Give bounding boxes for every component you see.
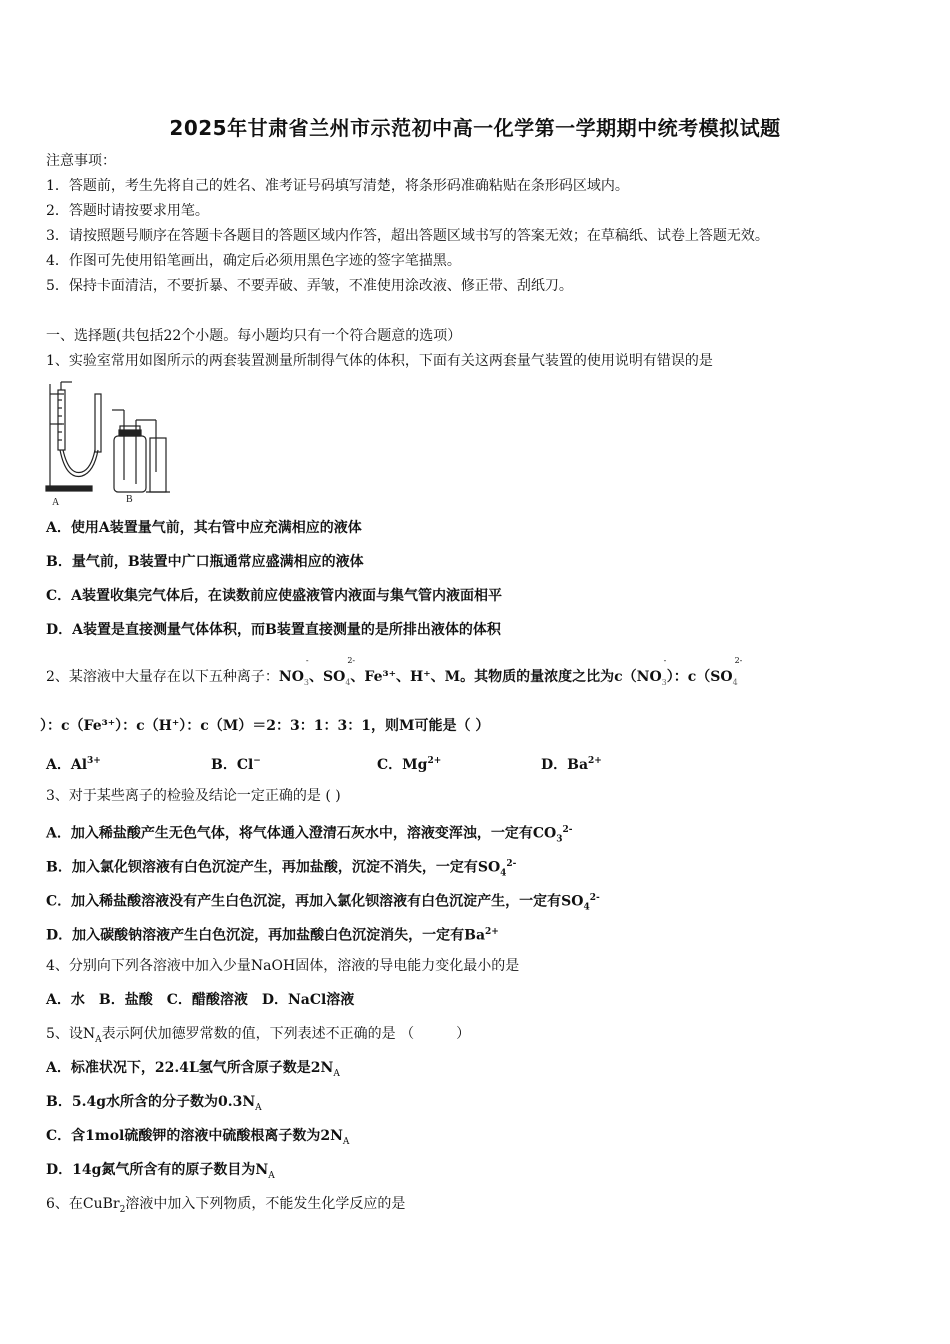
q2-so-2: SO bbox=[710, 669, 733, 685]
q5-option-b-text: B．5.4g水所含的分子数为0.3N bbox=[46, 1094, 256, 1110]
q3-option-d-sup: 2+ bbox=[485, 927, 499, 937]
q2-option-c bbox=[377, 751, 541, 775]
q3-option-a-text: A．加入稀盐酸产生无色气体，将气体通入澄清石灰水中，溶液变浑浊，一定有CO bbox=[46, 825, 557, 842]
q5-stem-a: 5、设N bbox=[46, 1026, 96, 1042]
q3-option-c-sub: 4 bbox=[583, 902, 590, 913]
q3-option-a-sub: 3 bbox=[556, 834, 563, 845]
q4-options: A．水 B．盐酸 C．醋酸溶液 D．NaCl溶液 bbox=[46, 992, 355, 1008]
q2-option-d-sup: 2+ bbox=[588, 756, 602, 766]
q3-option-c bbox=[46, 888, 600, 917]
q5-stem bbox=[46, 1024, 470, 1050]
q1-option-c: C．A装置收集完气体后，在读数前应使盛液管内液面与集气管内液面相平 bbox=[46, 588, 503, 604]
q4-stem: 4、分别向下列各溶液中加入少量NaOH固体，溶液的导电能力变化最小的是 bbox=[46, 958, 520, 974]
notice-item-4: 4．作图可先使用铅笔画出，确定后必须用黑色字迹的签字笔描黑。 bbox=[46, 253, 461, 269]
q2-stem-line1 bbox=[46, 656, 743, 693]
q2-no-sub: 3 bbox=[303, 677, 309, 687]
q2-option-c-text: C．Mg bbox=[377, 756, 428, 773]
notice-item-3: 3．请按照题号顺序在答题卡各题目的答题区域内作答，超出答题区域书写的答案无效；在草稿纸、试卷上答题无效。 bbox=[46, 228, 769, 244]
q3-option-d bbox=[46, 922, 499, 946]
q2-option-b bbox=[211, 751, 377, 775]
bottle-stopper bbox=[119, 430, 141, 435]
q2-option-b-text: B．Cl bbox=[211, 756, 254, 773]
q2-stem-c: ）：c（ bbox=[666, 669, 711, 685]
q5-stem-b: 表示阿伏加德罗常数的值，下列表述不正确的是 （ ） bbox=[101, 1026, 471, 1042]
right-level-tube bbox=[95, 394, 101, 452]
q2-stem-line2: ）：c（Fe³⁺）：c（H⁺）：c（M）＝2：3：1：3：1，则M可能是（ ） bbox=[40, 718, 490, 734]
q5-option-a-text: A．标准状况下，22.4L氢气所含原子数是2N bbox=[46, 1060, 334, 1076]
q6-stem-sub: 2 bbox=[119, 1204, 126, 1215]
q3-option-b bbox=[46, 854, 516, 883]
q2-option-b-sup: − bbox=[253, 756, 261, 766]
q3-stem: 3、对于某些离子的检验及结论一定正确的是 ( ) bbox=[46, 788, 341, 804]
q1-option-b: B．量气前，B装置中广口瓶通常应盛满相应的液体 bbox=[46, 554, 364, 570]
q2-stem-b: 、Fe³⁺、H⁺、M。其物质的量浓度之比为c（ bbox=[350, 669, 637, 685]
q2-option-a-text: A．Al bbox=[46, 756, 88, 773]
q5-option-d-sub: A bbox=[268, 1170, 275, 1181]
notice-item-2: 2．答题时请按要求用笔。 bbox=[46, 203, 209, 219]
graduated-cylinder bbox=[150, 438, 166, 492]
notice-item-1: 1．答题前，考生先将自己的姓名、准考证号码填写清楚，将条形码准确粘贴在条形码区域内。 bbox=[46, 178, 629, 194]
q3-option-a bbox=[46, 820, 572, 849]
q1-option-a: A．使用A装置量气前，其右管中应充满相应的液体 bbox=[46, 520, 362, 536]
q2-option-d-text: D．Ba bbox=[541, 756, 589, 773]
q2-no-charge-2: - bbox=[663, 656, 667, 665]
q2-no-charge: - bbox=[305, 656, 309, 665]
left-burette bbox=[58, 390, 65, 450]
q5-option-b-sub: A bbox=[255, 1102, 262, 1113]
q2-no: NO bbox=[278, 669, 304, 685]
q6-stem bbox=[46, 1194, 405, 1220]
q5-option-c-sub: A bbox=[342, 1136, 350, 1147]
section-heading: 一、选择题(共包括22个小题。每小题均只有一个符合题意的选项） bbox=[46, 328, 462, 344]
q2-so-charge: 2- bbox=[347, 656, 356, 665]
wide-mouth-bottle bbox=[114, 436, 146, 492]
notice-heading: 注意事项： bbox=[46, 153, 116, 169]
q2-stem-a: 2、某溶液中大量存在以下五种离子： bbox=[46, 669, 279, 685]
q2-so-sub: 4 bbox=[345, 677, 351, 687]
q2-no-2: NO bbox=[636, 669, 662, 685]
page-title: 2025年甘肃省兰州市示范初中高一化学第一学期期中统考模拟试题 bbox=[169, 116, 781, 140]
q2-so-sub-2: 4 bbox=[732, 677, 738, 687]
q3-option-b-sup: 2- bbox=[506, 859, 517, 869]
q6-stem-b: 溶液中加入下列物质，不能发生化学反应的是 bbox=[125, 1196, 406, 1212]
notice-item-5: 5．保持卡面清洁，不要折暴、不要弄破、弄皱，不准使用涂改液、修正带、刮纸刀。 bbox=[46, 278, 573, 294]
q5-option-c-text: C．含1mol硫酸钾的溶液中硫酸根离子数为2N bbox=[46, 1128, 343, 1144]
label-b: B bbox=[126, 494, 133, 505]
label-a: A bbox=[52, 497, 60, 508]
q5-stem-sub: A bbox=[95, 1034, 102, 1045]
q2-no-sub-2: 3 bbox=[661, 677, 667, 687]
q2-option-a-sup: 3+ bbox=[87, 756, 101, 766]
q5-option-c bbox=[46, 1126, 349, 1152]
q5-option-d bbox=[46, 1160, 275, 1186]
q2-sep: 、 bbox=[309, 669, 323, 685]
q2-option-d bbox=[541, 751, 602, 775]
q1-option-d: D．A装置是直接测量气体体积，而B装置直接测量的是所排出液体的体积 bbox=[46, 622, 501, 638]
q5-option-a bbox=[46, 1058, 340, 1084]
q1-stem: 1、实验室常用如图所示的两套装置测量所制得气体的体积，下面有关这两套量气装置的使用说明有错误的是 bbox=[46, 353, 713, 369]
stand-base bbox=[46, 486, 92, 491]
q3-option-b-text: B．加入氯化钡溶液有白色沉淀产生，再加盐酸，沉淀不消失，一定有SO bbox=[46, 859, 501, 876]
q3-option-a-sup: 2- bbox=[562, 825, 573, 835]
q6-stem-a: 6、在CuBr bbox=[46, 1196, 120, 1212]
q3-option-c-text: C．加入稀盐酸溶液没有产生白色沉淀，再加入氯化钡溶液有白色沉淀产生，一定有SO bbox=[46, 893, 584, 910]
q3-option-c-sup: 2- bbox=[589, 893, 600, 903]
q3-option-b-sub: 4 bbox=[500, 868, 507, 879]
q2-so-charge-2: 2- bbox=[734, 656, 743, 665]
q3-option-d-text: D．加入碳酸钠溶液产生白色沉淀，再加盐酸白色沉淀消失，一定有Ba bbox=[46, 927, 486, 944]
q5-option-a-sub: A bbox=[333, 1068, 340, 1079]
q5-option-d-text: D．14g氮气所含有的原子数目为N bbox=[46, 1162, 269, 1178]
gas-measuring-apparatus-figure bbox=[44, 380, 184, 510]
q2-option-a bbox=[46, 751, 211, 775]
q2-so: SO bbox=[323, 669, 346, 685]
q2-option-c-sup: 2+ bbox=[427, 756, 442, 766]
q5-option-b bbox=[46, 1092, 262, 1118]
q2-options bbox=[46, 751, 602, 775]
